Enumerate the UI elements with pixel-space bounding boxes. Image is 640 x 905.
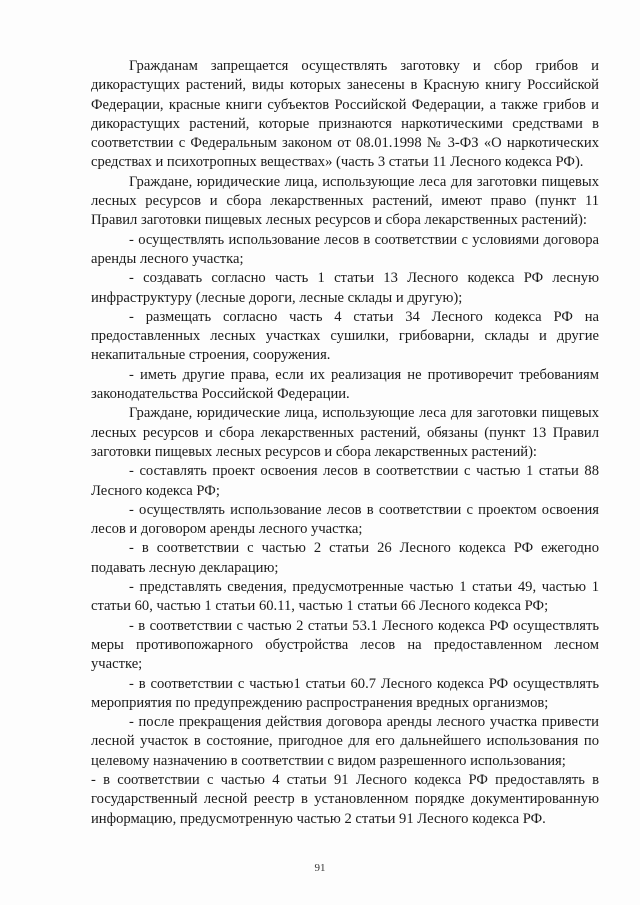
paragraph-obligation-declaration: - в соответствии с частью 2 статьи 26 Лесного кодекса РФ ежегодно подавать лесную декларацию; [91, 540, 599, 576]
paragraph-right-infrastructure: - создавать согласно часть 1 статьи 13 Лесного кодекса РФ лесную инфраструктуру (лесные дороги, лесные склады и другую); [91, 270, 599, 306]
paragraph-right-other: - иметь другие права, если их реализация не противоречит требованиям законодательства Российской Федерации. [91, 366, 599, 403]
paragraph-obligations-intro: Граждане, юридические лица, использующие леса для заготовки пищевых лесных ресурсов и сбора лекарственных растений, обязаны (пункт 13 Правил заготовки пищевых лесных ресурсов и сбора лекарственных растений): [91, 405, 599, 460]
paragraph-rights-intro: Граждане, юридические лица, использующие леса для заготовки пищевых лесных ресурсов и сбора лекарственных растений, имеют право (пункт 11 Правил заготовки пищевых лесных ресурсов и сбора лекарственных растений): [91, 173, 599, 229]
paragraph-obligation-forest-registry: - в соответствии с частью 4 статьи 91 Лесного кодекса РФ предоставлять в государственный лесной реестр в установленном порядке документированную информацию, предусмотренную частью 2 статьи 91 Лесного кодекса РФ. [91, 771, 599, 827]
paragraph-obligation-reporting: - представлять сведения, предусмотренные частью 1 статьи 49, частью 1 статьи 60, частью 1 статьи 60.11, частью 1 статьи 66 Лесного кодекса РФ; [91, 579, 599, 615]
paragraph-right-lease-use: - осуществлять использование лесов в соответствии с условиями договора аренды лесного участка; [91, 231, 599, 267]
paragraph-collection-ban: Гражданам запрещается осуществлять заготовку и сбор грибов и дикорастущих растений, виды которых занесены в Красную книгу Российской Федерации, красные книги субъектов Российской Федерации, а также грибов и дикорастущих растений, которые признаются наркотическими средствами в соответствии с Федеральным законом от 08.01.1998 № 3-ФЗ «О наркотических средствах и психотропных веществах» (часть 3 статьи 11 Лесного кодекса РФ). [91, 58, 599, 171]
page-number: 91 [314, 862, 326, 874]
paragraph-obligation-pest-control: - в соответствии с частью1 статьи 60.7 Лесного кодекса РФ осуществлять мероприятия по предупреждению распространения вредных организмов; [91, 675, 599, 711]
paragraph-obligation-fire-safety: - в соответствии с частью 2 статьи 53.1 Лесного кодекса РФ осуществлять меры противопожарного обустройства лесов на предоставленном лесном участке; [91, 617, 599, 673]
paragraph-obligation-restore-site: - после прекращения действия договора аренды лесного участка привести лесной участок в состояние, пригодное для его дальнейшего использования по целевому назначению в соответствии с видом разрешенного использования; [91, 714, 599, 769]
document-body [91, 57, 599, 829]
paragraph-obligation-project: - составлять проект освоения лесов в соответствии с частью 1 статьи 88 Лесного кодекса РФ; [91, 463, 599, 499]
paragraph-right-structures: - размещать согласно часть 4 статьи 34 Лесного кодекса РФ на предоставленных лесных участках сушилки, грибоварни, склады и другие некапитальные строения, сооружения. [91, 308, 599, 364]
paragraph-obligation-use-per-project: - осуществлять использование лесов в соответствии с проектом освоения лесов и договором аренды лесного участка; [91, 501, 599, 538]
